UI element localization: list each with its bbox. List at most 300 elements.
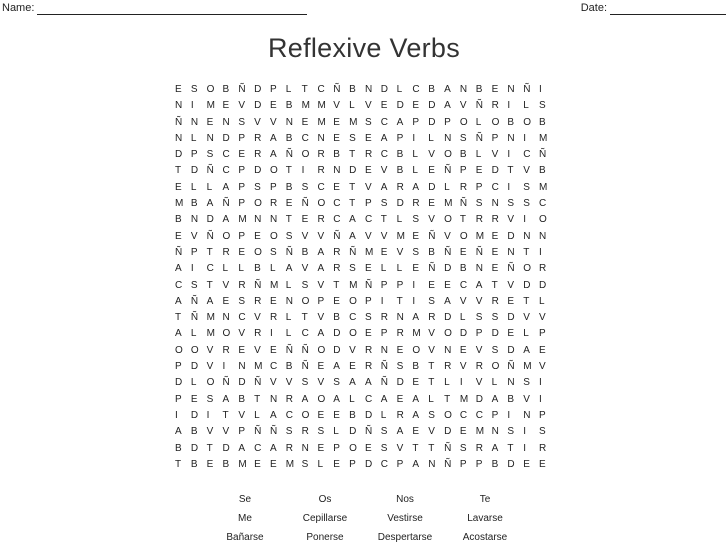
grid-letter[interactable]: A [491,442,499,454]
grid-letter[interactable]: D [444,263,452,275]
grid-letter[interactable]: V [428,426,435,438]
grid-letter[interactable]: E [269,295,277,307]
grid-letter[interactable]: Ñ [459,198,468,210]
grid-letter[interactable]: O [491,361,500,373]
grid-letter[interactable]: D [539,279,547,291]
grid-letter[interactable]: L [269,263,276,275]
grid-letter[interactable]: N [285,116,294,128]
grid-letter[interactable]: B [459,149,467,161]
grid-letter[interactable]: O [444,149,452,161]
grid-letter[interactable]: Ñ [380,377,388,389]
grid-letter[interactable]: V [396,442,404,454]
grid-letter[interactable]: T [523,246,530,258]
grid-letter[interactable]: Ñ [507,361,515,373]
grid-letter[interactable]: D [238,377,246,389]
grid-letter[interactable]: P [333,442,340,454]
grid-letter[interactable]: T [523,295,530,307]
grid-letter[interactable]: A [380,132,388,144]
grid-letter[interactable]: V [507,214,515,226]
grid-letter[interactable]: S [349,132,356,144]
grid-letter[interactable]: A [349,377,356,389]
grid-letter[interactable]: M [175,198,184,210]
grid-letter[interactable]: S [380,426,388,438]
grid-letter[interactable]: I [523,132,526,144]
grid-letter[interactable]: B [412,361,420,373]
grid-letter[interactable]: E [254,458,261,470]
grid-letter[interactable]: I [523,214,526,226]
grid-letter[interactable]: O [254,246,262,258]
grid-letter[interactable]: C [206,263,214,275]
grid-letter[interactable]: S [507,426,515,438]
grid-letter[interactable]: V [428,149,435,161]
grid-letter[interactable]: D [428,116,436,128]
grid-letter[interactable]: R [333,263,341,275]
grid-letter[interactable]: C [459,279,468,291]
grid-letter[interactable]: E [269,458,277,470]
grid-letter[interactable]: C [380,458,388,470]
grid-letter[interactable]: E [364,442,372,454]
grid-letter[interactable]: V [539,312,546,324]
grid-letter[interactable]: R [317,149,325,161]
grid-letter[interactable]: T [333,279,340,291]
grid-letter[interactable]: S [523,198,530,210]
grid-letter[interactable]: N [459,84,468,95]
grid-letter[interactable]: V [349,344,356,356]
grid-letter[interactable]: Ñ [254,377,262,389]
grid-letter[interactable]: P [238,181,245,193]
grid-letter[interactable]: M [238,458,247,470]
grid-letter[interactable]: V [491,149,499,161]
grid-letter[interactable]: E [491,246,499,258]
grid-letter[interactable]: E [412,426,420,438]
grid-letter[interactable]: I [539,246,542,258]
grid-letter[interactable]: O [523,116,531,128]
grid-letter[interactable]: N [523,409,531,421]
grid-letter[interactable]: R [428,312,436,324]
grid-letter[interactable]: N [523,230,531,242]
grid-letter[interactable]: A [222,181,230,193]
grid-letter[interactable]: P [175,393,182,405]
grid-letter[interactable]: Ñ [190,312,199,324]
grid-letter[interactable]: T [285,165,292,177]
grid-letter[interactable]: N [190,116,199,128]
grid-letter[interactable]: C [459,409,468,421]
grid-letter[interactable]: Ñ [285,246,294,258]
grid-letter[interactable]: P [364,198,372,210]
grid-letter[interactable]: L [396,214,403,226]
grid-letter[interactable]: S [428,295,435,307]
grid-letter[interactable]: V [254,312,261,324]
grid-letter[interactable]: T [254,393,261,405]
grid-letter[interactable]: B [507,116,515,128]
grid-letter[interactable]: N [444,344,452,356]
grid-letter[interactable]: A [333,393,340,405]
grid-letter[interactable]: L [190,328,197,340]
grid-letter[interactable]: E [238,246,245,258]
grid-letter[interactable]: A [238,442,245,454]
grid-letter[interactable]: E [317,361,325,373]
grid-letter[interactable]: N [269,393,278,405]
grid-letter[interactable]: A [317,263,325,275]
grid-letter[interactable]: S [523,181,530,193]
grid-letter[interactable]: Ñ [222,377,230,389]
grid-letter[interactable]: A [364,377,372,389]
grid-letter[interactable]: A [380,393,388,405]
grid-letter[interactable]: E [459,344,467,356]
grid-letter[interactable]: A [333,361,340,373]
grid-letter[interactable]: S [539,426,546,438]
grid-letter[interactable]: S [475,312,483,324]
grid-letter[interactable]: M [364,246,374,258]
grid-letter[interactable]: O [349,295,357,307]
grid-letter[interactable]: D [507,344,515,356]
grid-letter[interactable]: O [459,230,468,242]
grid-letter[interactable]: Ñ [254,426,262,438]
grid-letter[interactable]: S [380,198,388,210]
grid-letter[interactable]: S [190,84,198,95]
grid-letter[interactable]: S [491,312,499,324]
grid-letter[interactable]: R [285,393,294,405]
grid-letter[interactable]: C [222,149,230,161]
grid-letter[interactable]: T [459,214,467,226]
grid-letter[interactable]: D [428,181,436,193]
grid-letter[interactable]: L [238,263,244,275]
grid-letter[interactable]: L [190,132,197,144]
grid-letter[interactable]: V [317,279,325,291]
grid-letter[interactable]: N [364,84,373,95]
grid-letter[interactable]: V [206,426,214,438]
grid-letter[interactable]: N [539,230,547,242]
grid-letter[interactable]: M [349,279,358,291]
grid-letter[interactable]: N [285,295,294,307]
grid-letter[interactable]: P [539,328,546,340]
grid-letter[interactable]: O [269,165,278,177]
grid-letter[interactable]: E [459,246,467,258]
grid-letter[interactable]: M [349,116,358,128]
grid-letter[interactable]: T [349,198,356,210]
grid-letter[interactable]: Ñ [254,279,262,291]
grid-letter[interactable]: D [349,165,357,177]
grid-letter[interactable]: D [190,442,199,454]
grid-letter[interactable]: B [222,458,230,470]
grid-letter[interactable]: R [444,361,452,373]
grid-letter[interactable]: S [507,198,515,210]
grid-letter[interactable]: S [301,458,309,470]
grid-letter[interactable]: T [222,409,229,421]
grid-letter[interactable]: D [254,84,262,95]
grid-letter[interactable]: Ñ [349,246,357,258]
grid-letter[interactable]: E [507,328,515,340]
grid-letter[interactable]: N [333,165,341,177]
grid-letter[interactable]: I [539,377,542,389]
grid-letter[interactable]: V [317,312,325,324]
grid-letter[interactable]: L [349,393,355,405]
grid-letter[interactable]: L [444,181,450,193]
grid-letter[interactable]: E [190,393,198,405]
grid-letter[interactable]: V [301,230,309,242]
grid-letter[interactable]: R [317,165,325,177]
grid-letter[interactable]: I [412,279,416,291]
grid-letter[interactable]: E [238,149,245,161]
grid-letter[interactable]: P [190,246,198,258]
grid-letter[interactable]: T [428,442,435,454]
grid-letter[interactable]: N [222,116,230,128]
grid-letter[interactable]: R [396,328,404,340]
grid-letter[interactable]: B [190,198,198,210]
grid-letter[interactable]: M [254,361,263,373]
grid-letter[interactable]: A [269,442,277,454]
grid-letter[interactable]: L [190,181,197,193]
grid-letter[interactable]: N [444,132,452,144]
grid-letter[interactable]: E [269,100,277,112]
date-field[interactable] [581,2,726,15]
grid-letter[interactable]: V [459,100,467,112]
grid-letter[interactable]: S [475,198,483,210]
grid-letter[interactable]: I [222,361,226,373]
grid-letter[interactable]: O [301,149,310,161]
grid-letter[interactable]: D [364,409,373,421]
grid-letter[interactable]: L [428,132,434,144]
grid-letter[interactable]: D [507,230,515,242]
grid-letter[interactable]: O [269,230,278,242]
grid-letter[interactable]: L [380,409,387,421]
grid-letter[interactable]: S [254,181,261,193]
grid-letter[interactable]: L [349,100,355,112]
grid-letter[interactable]: L [523,328,529,340]
grid-letter[interactable]: V [364,230,372,242]
grid-letter[interactable]: A [269,132,277,144]
grid-letter[interactable]: I [190,100,194,112]
grid-letter[interactable]: O [254,198,262,210]
grid-letter[interactable]: O [301,409,310,421]
grid-letter[interactable]: N [507,377,515,389]
grid-letter[interactable]: L [254,409,260,421]
grid-letter[interactable]: M [206,328,215,340]
grid-letter[interactable]: A [175,328,182,340]
grid-letter[interactable]: L [285,279,292,291]
grid-letter[interactable]: N [428,458,436,470]
grid-letter[interactable]: D [190,165,199,177]
grid-letter[interactable]: O [459,116,468,128]
grid-letter[interactable]: D [222,132,230,144]
name-field[interactable] [2,2,307,15]
grid-letter[interactable]: T [507,165,514,177]
grid-letter[interactable]: P [380,328,388,340]
grid-letter[interactable]: S [190,279,198,291]
grid-letter[interactable]: E [380,100,388,112]
grid-letter[interactable]: Ñ [444,458,452,470]
grid-letter[interactable]: B [175,214,182,226]
grid-letter[interactable]: E [412,230,420,242]
grid-letter[interactable]: S [238,116,245,128]
grid-letter[interactable]: I [507,409,511,421]
grid-letter[interactable]: R [491,100,499,112]
grid-letter[interactable]: P [175,361,182,373]
grid-letter[interactable]: N [491,198,499,210]
grid-letter[interactable]: N [301,442,309,454]
grid-letter[interactable]: R [301,426,309,438]
grid-letter[interactable]: C [175,279,183,291]
grid-letter[interactable]: Ñ [444,165,452,177]
grid-letter[interactable]: E [412,263,420,275]
grid-letter[interactable]: C [254,442,262,454]
grid-letter[interactable]: C [491,181,499,193]
grid-letter[interactable]: N [507,246,515,258]
grid-letter[interactable]: N [175,100,183,112]
grid-letter[interactable]: T [349,181,356,193]
grid-letter[interactable]: D [380,84,388,95]
grid-letter[interactable]: E [412,377,420,389]
grid-letter[interactable]: R [317,214,325,226]
grid-letter[interactable]: O [206,377,215,389]
grid-letter[interactable]: B [428,84,435,95]
grid-letter[interactable]: C [412,84,420,95]
grid-letter[interactable]: Ñ [175,116,183,128]
grid-letter[interactable]: I [412,132,416,144]
grid-letter[interactable]: Ñ [175,246,183,258]
grid-letter[interactable]: P [238,165,245,177]
grid-letter[interactable]: B [428,246,435,258]
grid-letter[interactable]: M [396,230,405,242]
grid-letter[interactable]: V [428,328,435,340]
grid-letter[interactable]: V [317,377,325,389]
grid-letter[interactable]: V [285,377,293,389]
grid-letter[interactable]: C [475,409,483,421]
grid-letter[interactable]: P [444,116,451,128]
grid-letter[interactable]: V [507,279,515,291]
grid-letter[interactable]: N [238,361,246,373]
grid-letter[interactable]: R [364,149,373,161]
grid-letter[interactable]: N [190,214,199,226]
grid-letter[interactable]: Ñ [238,84,246,95]
grid-letter[interactable]: N [507,84,515,95]
grid-letter[interactable]: L [396,84,403,95]
grid-letter[interactable]: R [475,361,483,373]
grid-letter[interactable]: Ñ [364,279,373,291]
grid-letter[interactable]: I [507,149,511,161]
grid-letter[interactable]: O [444,214,452,226]
grid-letter[interactable]: E [444,279,451,291]
grid-letter[interactable]: M [301,100,310,112]
grid-letter[interactable]: V [222,426,230,438]
grid-letter[interactable]: A [412,181,420,193]
grid-letter[interactable]: V [222,279,230,291]
grid-letter[interactable]: I [269,328,273,340]
grid-letter[interactable]: N [254,214,262,226]
grid-letter[interactable]: A [206,198,214,210]
grid-letter[interactable]: C [285,409,294,421]
grid-letter[interactable]: L [333,426,339,438]
grid-letter[interactable]: D [459,328,468,340]
grid-letter[interactable]: D [190,361,199,373]
grid-letter[interactable]: E [412,100,420,112]
grid-letter[interactable]: Ñ [190,295,199,307]
grid-letter[interactable]: E [175,230,182,242]
grid-letter[interactable]: Ñ [301,198,309,210]
grid-letter[interactable]: B [491,458,499,470]
grid-letter[interactable]: A [475,279,483,291]
grid-letter[interactable]: Ñ [428,263,436,275]
grid-letter[interactable]: S [206,149,214,161]
grid-letter[interactable]: D [444,426,452,438]
grid-letter[interactable]: T [491,279,498,291]
grid-letter[interactable]: D [396,100,404,112]
grid-letter[interactable]: N [206,132,214,144]
grid-letter[interactable]: E [206,458,214,470]
grid-letter[interactable]: A [301,393,309,405]
grid-letter[interactable]: C [301,132,309,144]
grid-letter[interactable]: E [301,116,309,128]
grid-letter[interactable]: N [175,132,183,144]
grid-letter[interactable]: E [333,116,340,128]
grid-letter[interactable]: O [190,344,199,356]
grid-letter[interactable]: D [428,100,436,112]
grid-letter[interactable]: T [428,361,435,373]
grid-letter[interactable]: B [396,165,404,177]
grid-letter[interactable]: P [190,149,198,161]
grid-letter[interactable]: Ñ [301,361,309,373]
grid-letter[interactable]: T [396,295,403,307]
grid-letter[interactable]: V [301,263,309,275]
grid-letter[interactable]: E [333,295,340,307]
grid-letter[interactable]: B [285,100,293,112]
grid-letter[interactable]: C [317,84,325,95]
grid-letter[interactable]: L [285,312,292,324]
grid-letter[interactable]: R [491,295,499,307]
grid-letter[interactable]: T [301,84,308,95]
grid-letter[interactable]: Ñ [475,100,483,112]
grid-letter[interactable]: S [301,181,309,193]
grid-letter[interactable]: Ñ [269,426,278,438]
grid-letter[interactable]: M [206,100,215,112]
grid-letter[interactable]: L [475,149,482,161]
grid-letter[interactable]: V [523,393,530,405]
grid-letter[interactable]: A [175,426,182,438]
grid-letter[interactable]: D [349,426,357,438]
grid-letter[interactable]: I [539,393,542,405]
grid-letter[interactable]: Ñ [333,230,341,242]
grid-letter[interactable]: T [175,458,182,470]
grid-letter[interactable]: T [206,246,213,258]
grid-letter[interactable]: T [301,312,308,324]
grid-letter[interactable]: B [238,393,245,405]
grid-letter[interactable]: B [254,263,261,275]
grid-letter[interactable]: A [396,116,404,128]
grid-letter[interactable]: M [285,458,295,470]
grid-letter[interactable]: Ñ [475,132,483,144]
grid-letter[interactable]: O [317,393,326,405]
grid-letter[interactable]: T [507,442,514,454]
grid-letter[interactable]: E [380,246,388,258]
grid-letter[interactable]: C [238,312,246,324]
grid-letter[interactable]: I [175,409,178,421]
grid-letter[interactable]: Ñ [285,344,294,356]
grid-letter[interactable]: P [396,132,404,144]
grid-letter[interactable]: R [475,214,483,226]
grid-letter[interactable]: Ñ [206,165,214,177]
grid-letter[interactable]: R [254,328,262,340]
grid-letter[interactable]: E [539,458,546,470]
grid-letter[interactable]: T [349,149,356,161]
grid-letter[interactable]: Ñ [539,149,547,161]
grid-letter[interactable]: L [206,181,213,193]
grid-letter[interactable]: D [444,312,452,324]
grid-letter[interactable]: R [459,181,468,193]
grid-letter[interactable]: B [475,84,483,95]
grid-letter[interactable]: D [190,409,199,421]
grid-letter[interactable]: O [301,295,310,307]
grid-letter[interactable]: L [459,312,466,324]
